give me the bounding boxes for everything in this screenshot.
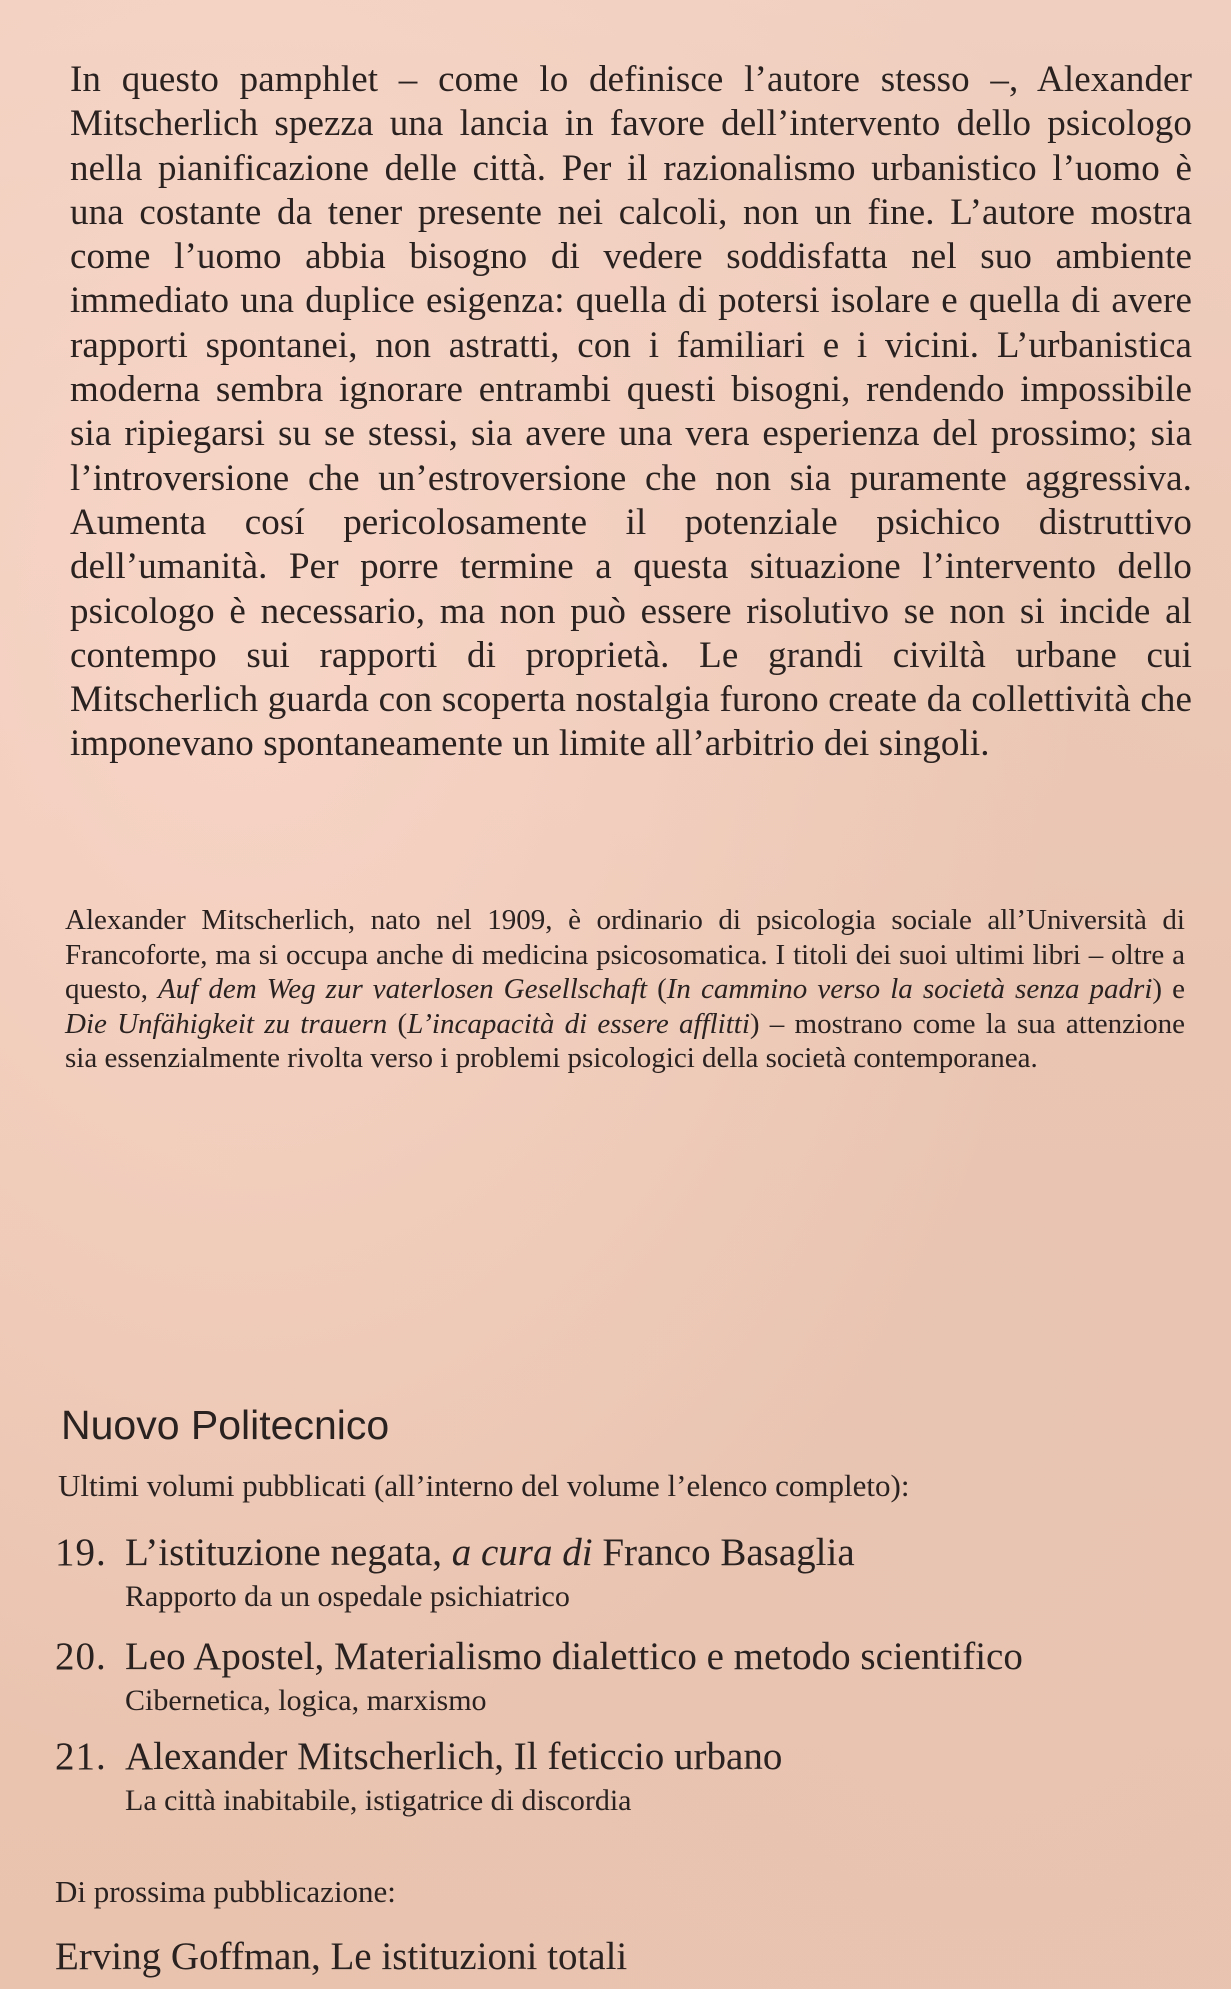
volume-number: 21. bbox=[55, 1735, 107, 1778]
bio-text-5: ) – mostrano come la sua attenzione sia essenzialmente rivolta verso i problemi psicologici della società contemporanea. bbox=[65, 1007, 1185, 1074]
recent-volumes-heading: Ultimi volumi pubblicati (all’interno del volume l’elenco completo): bbox=[58, 1468, 910, 1503]
forthcoming-item: Erving Goffman, Le istituzioni totali bbox=[55, 1935, 628, 1978]
bio-book-title-1-italian: In cammino verso la società senza padri bbox=[666, 973, 1153, 1005]
volume-subtitle: La città inabitabile, istigatrice di discordia bbox=[125, 1784, 632, 1817]
volume-number: 19. bbox=[55, 1531, 107, 1574]
volume-title-editor-note: a cura di bbox=[451, 1531, 593, 1574]
bio-book-title-1: Auf dem Weg zur vaterlosen Gesellschaft bbox=[158, 973, 648, 1005]
bio-text-2: ( bbox=[647, 973, 667, 1005]
bio-book-title-2: Die Unfähigkeit zu trauern bbox=[65, 1007, 388, 1040]
volume-subtitle: Rapporto da un ospedale psichiatrico bbox=[125, 1580, 570, 1613]
volume-subtitle: Cibernetica, logica, marxismo bbox=[125, 1684, 487, 1717]
volume-title-text: L’istituzione negata, bbox=[125, 1531, 452, 1574]
volume-number: 20. bbox=[55, 1635, 107, 1678]
volume-title-editor: Franco Basaglia bbox=[592, 1531, 855, 1574]
bio-text-4: ( bbox=[387, 1007, 408, 1040]
bio-book-title-2-italian: L’incapacità di essere afflitti bbox=[407, 1007, 750, 1040]
bio-text-3: ) e bbox=[1152, 973, 1185, 1005]
author-bio bbox=[65, 903, 1185, 1076]
blurb-paragraph: In questo pamphlet – come lo definisce l’autore stesso –, Alexander Mitscherlich spezza una lancia in favore dell’intervento dello psicologo nella pianificazione delle città. Per il razionalismo urbanistico l’uomo è una costante da tener presente nei calcoli, non un fine. L’autore mostra come l’uomo abbia bisogno di vedere soddisfatta nel suo ambiente immediato una duplice esigenza: quella di potersi isolare e quella di avere rapporti spontanei, non astratti, con i familiari e i vicini. L’urbanistica moderna sembra ignorare entrambi questi bisogni, rendendo impossibile sia ripiegarsi su se stessi, sia avere una vera esperienza del prossimo; sia l’introversione che un’estroversione che non sia puramente aggressiva. Aumenta cosí pericolosamente il potenziale psichico distruttivo dell’umanità. Per porre termine a questa situazione l’intervento dello psicologo è necessario, ma non può essere risolutivo se non si incide al contempo sui rapporti di proprietà. Le grandi civiltà urbane cui Mitscherlich guarda con scoperta nostalgia furono create da collettività che imponevano spontaneamente un limite all’arbitrio dei singoli. bbox=[70, 59, 1192, 765]
series-title: Nuovo Politecnico bbox=[61, 1402, 390, 1448]
volume-title: Alexander Mitscherlich, Il feticcio urbano bbox=[125, 1735, 783, 1778]
forthcoming-heading: Di prossima pubblicazione: bbox=[55, 1874, 396, 1909]
volume-title: Leo Apostel, Materialismo dialettico e metodo scientifico bbox=[125, 1635, 1023, 1678]
volume-title bbox=[125, 1530, 855, 1575]
bio-text-1: Alexander Mitscherlich, nato nel 1909, è ordinario di psicologia sociale all’Università di Francoforte, ma si occupa anche di medicina psicosomatica. I titoli dei suoi ultimi libri – oltre a questo, bbox=[65, 904, 1185, 1005]
